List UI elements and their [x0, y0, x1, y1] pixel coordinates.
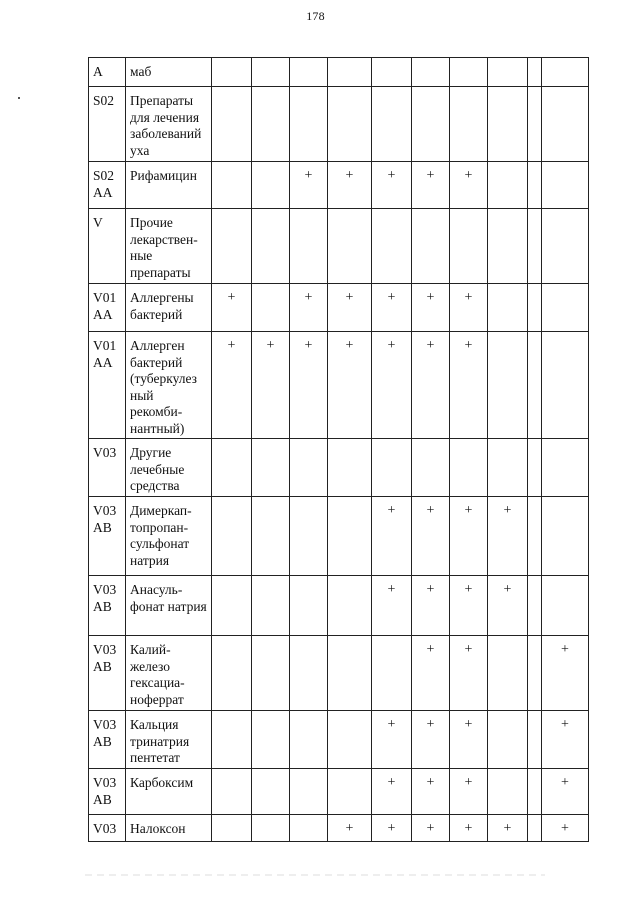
table-row: [89, 284, 589, 332]
mark-cell: +: [450, 162, 488, 209]
mark-cell: [528, 162, 542, 209]
mark-cell: +: [412, 711, 450, 769]
table-row: [89, 332, 589, 439]
atc-code-cell: A: [89, 58, 126, 87]
drug-name-cell: Анасуль-фонат натрия: [126, 576, 212, 636]
mark-cell: +: [372, 162, 412, 209]
mark-cell: [488, 332, 528, 439]
mark-cell: +: [450, 284, 488, 332]
mark-cell: [542, 439, 589, 497]
mark-cell: [328, 769, 372, 815]
mark-cell: [542, 162, 589, 209]
mark-cell: +: [372, 332, 412, 439]
mark-cell: [328, 87, 372, 162]
atc-code-cell: V01 AA: [89, 284, 126, 332]
mark-cell: +: [450, 332, 488, 439]
mark-cell: [528, 576, 542, 636]
drug-name-cell: Карбоксим: [126, 769, 212, 815]
mark-cell: [252, 711, 290, 769]
table-row: [89, 636, 589, 711]
mark-cell: [372, 87, 412, 162]
mark-cell: [290, 769, 328, 815]
table-row: [89, 439, 589, 497]
mark-cell: [542, 284, 589, 332]
mark-cell: [372, 439, 412, 497]
mark-cell: +: [252, 332, 290, 439]
mark-cell: [450, 87, 488, 162]
mark-cell: [450, 209, 488, 284]
mark-cell: [372, 58, 412, 87]
mark-cell: [528, 711, 542, 769]
drug-name-cell: Калий-железо гексациа-ноферрат: [126, 636, 212, 711]
atc-code-cell: S02: [89, 87, 126, 162]
mark-cell: [252, 636, 290, 711]
drug-name-cell: Димеркап-топропан-сульфонат натрия: [126, 497, 212, 576]
mark-cell: +: [372, 711, 412, 769]
mark-cell: +: [328, 332, 372, 439]
mark-cell: [542, 209, 589, 284]
mark-cell: [212, 439, 252, 497]
mark-cell: [528, 497, 542, 576]
mark-cell: +: [488, 815, 528, 842]
mark-cell: [542, 576, 589, 636]
mark-cell: [488, 58, 528, 87]
mark-cell: [290, 87, 328, 162]
mark-cell: [542, 58, 589, 87]
mark-cell: +: [328, 815, 372, 842]
atc-code-cell: V03 AB: [89, 636, 126, 711]
mark-cell: [488, 711, 528, 769]
mark-cell: [542, 332, 589, 439]
mark-cell: [450, 58, 488, 87]
mark-cell: +: [328, 162, 372, 209]
mark-cell: +: [212, 332, 252, 439]
mark-cell: +: [488, 576, 528, 636]
mark-cell: +: [290, 332, 328, 439]
atc-code-cell: V03: [89, 439, 126, 497]
atc-code-cell: V03 AB: [89, 711, 126, 769]
mark-cell: [528, 636, 542, 711]
mark-cell: +: [412, 815, 450, 842]
mark-cell: [542, 497, 589, 576]
mark-cell: [290, 439, 328, 497]
atc-code-cell: V03 AB: [89, 497, 126, 576]
mark-cell: [252, 284, 290, 332]
mark-cell: [528, 87, 542, 162]
mark-cell: [252, 162, 290, 209]
mark-cell: +: [212, 284, 252, 332]
mark-cell: [212, 162, 252, 209]
scan-artifact-line: [85, 874, 545, 876]
mark-cell: +: [412, 497, 450, 576]
mark-cell: [488, 284, 528, 332]
drug-name-cell: Кальция тринатрия пентетат: [126, 711, 212, 769]
scan-speck: [18, 97, 20, 99]
mark-cell: [328, 636, 372, 711]
mark-cell: +: [328, 284, 372, 332]
drug-name-cell: Препараты для лечения заболеваний уха: [126, 87, 212, 162]
mark-cell: [488, 87, 528, 162]
table-row: [89, 497, 589, 576]
mark-cell: [412, 87, 450, 162]
mark-cell: [528, 815, 542, 842]
mark-cell: +: [450, 636, 488, 711]
mark-cell: [412, 58, 450, 87]
drug-name-cell: Другие лечебные средства: [126, 439, 212, 497]
mark-cell: [212, 58, 252, 87]
page-number: 178: [306, 9, 325, 23]
atc-code-cell: S02 AA: [89, 162, 126, 209]
mark-cell: +: [412, 576, 450, 636]
mark-cell: [252, 815, 290, 842]
mark-cell: [372, 209, 412, 284]
mark-cell: [528, 332, 542, 439]
mark-cell: +: [412, 636, 450, 711]
mark-cell: [528, 209, 542, 284]
mark-cell: [212, 711, 252, 769]
table-row: [89, 769, 589, 815]
mark-cell: [542, 87, 589, 162]
mark-cell: [252, 58, 290, 87]
table-row: [89, 162, 589, 209]
mark-cell: [488, 209, 528, 284]
mark-cell: [252, 769, 290, 815]
mark-cell: [328, 209, 372, 284]
table-row: [89, 87, 589, 162]
mark-cell: +: [542, 769, 589, 815]
mark-cell: +: [412, 769, 450, 815]
mark-cell: [450, 439, 488, 497]
mark-cell: [290, 711, 328, 769]
mark-cell: [528, 769, 542, 815]
mark-cell: [412, 209, 450, 284]
drug-name-cell: Прочие лекарствен-ные препараты: [126, 209, 212, 284]
table-row: [89, 815, 589, 842]
mark-cell: +: [412, 284, 450, 332]
atc-code-cell: V03: [89, 815, 126, 842]
atc-code-cell: V: [89, 209, 126, 284]
mark-cell: [212, 209, 252, 284]
mark-cell: +: [542, 636, 589, 711]
mark-cell: +: [372, 576, 412, 636]
mark-cell: [528, 58, 542, 87]
mark-cell: +: [542, 711, 589, 769]
mark-cell: [328, 576, 372, 636]
table-row: [89, 711, 589, 769]
mark-cell: [290, 815, 328, 842]
mark-cell: [290, 497, 328, 576]
mark-cell: +: [372, 497, 412, 576]
mark-cell: +: [450, 769, 488, 815]
table-body: [89, 58, 589, 842]
mark-cell: [212, 815, 252, 842]
mark-cell: +: [450, 815, 488, 842]
atc-code-cell: V03 AB: [89, 769, 126, 815]
mark-cell: +: [372, 284, 412, 332]
mark-cell: [252, 209, 290, 284]
mark-cell: +: [372, 815, 412, 842]
mark-cell: [290, 209, 328, 284]
mark-cell: [488, 162, 528, 209]
mark-cell: +: [412, 162, 450, 209]
mark-cell: +: [290, 162, 328, 209]
mark-cell: [212, 497, 252, 576]
mark-cell: [328, 497, 372, 576]
mark-cell: +: [450, 711, 488, 769]
mark-cell: [290, 636, 328, 711]
mark-cell: [290, 58, 328, 87]
mark-cell: [212, 87, 252, 162]
mark-cell: [328, 439, 372, 497]
mark-cell: [212, 576, 252, 636]
mark-cell: [252, 439, 290, 497]
mark-cell: [290, 576, 328, 636]
atc-code-cell: V01 AA: [89, 332, 126, 439]
table-row: [89, 209, 589, 284]
mark-cell: [488, 439, 528, 497]
drug-name-cell: Аллерген бактерий (туберкулез ный рекомби-нантный): [126, 332, 212, 439]
drug-name-cell: Рифамицин: [126, 162, 212, 209]
mark-cell: [212, 636, 252, 711]
mark-cell: [488, 636, 528, 711]
table-row: [89, 576, 589, 636]
mark-cell: [528, 284, 542, 332]
mark-cell: [372, 636, 412, 711]
mark-cell: +: [290, 284, 328, 332]
mark-cell: [252, 576, 290, 636]
mark-cell: +: [450, 497, 488, 576]
mark-cell: [252, 87, 290, 162]
drug-name-cell: Аллергены бактерий: [126, 284, 212, 332]
drug-name-cell: Налоксон: [126, 815, 212, 842]
mark-cell: [412, 439, 450, 497]
drug-name-cell: маб: [126, 58, 212, 87]
mark-cell: [252, 497, 290, 576]
mark-cell: +: [450, 576, 488, 636]
mark-cell: +: [488, 497, 528, 576]
drug-table: [88, 57, 589, 842]
mark-cell: +: [372, 769, 412, 815]
mark-cell: +: [412, 332, 450, 439]
mark-cell: +: [542, 815, 589, 842]
atc-code-cell: V03 AB: [89, 576, 126, 636]
mark-cell: [488, 769, 528, 815]
table-row: [89, 58, 589, 87]
mark-cell: [212, 769, 252, 815]
mark-cell: [528, 439, 542, 497]
mark-cell: [328, 58, 372, 87]
mark-cell: [328, 711, 372, 769]
